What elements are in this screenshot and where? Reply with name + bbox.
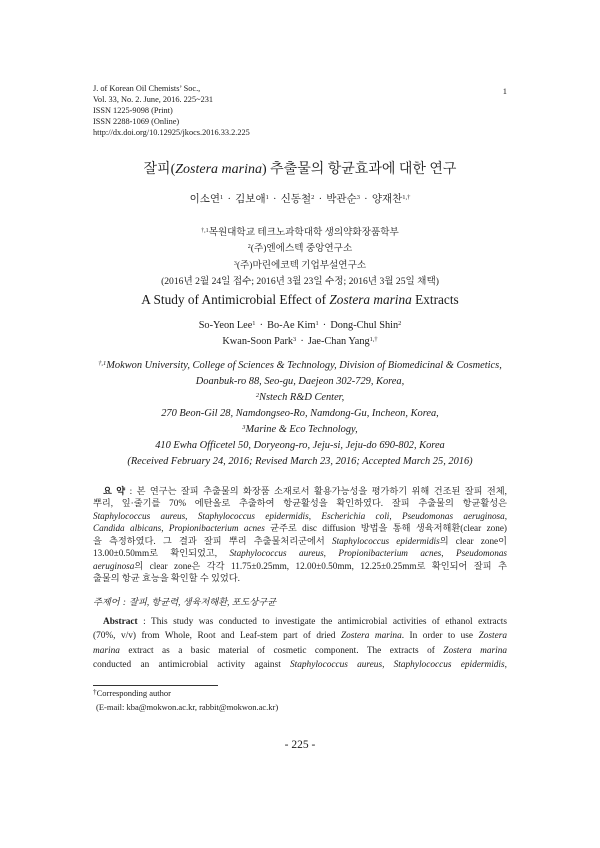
authors-english [60, 318, 540, 350]
issn-online: ISSN 2288-1069 (Online) [93, 117, 180, 126]
author-separator: · [273, 194, 277, 205]
text-run: 의 clear zone이 [439, 535, 507, 546]
affiliation-mark: 3 [233, 260, 237, 267]
affiliation-text: (주)마린에코텍 기업부설연구소 [236, 259, 367, 271]
text-run: 뿌리, 잎·줄기를 70% 에탄올로 추출하여 항균활성을 확인하였다. 잘피 추출물의 항균활성은 [93, 498, 507, 509]
authors-english-line [60, 334, 540, 350]
abstract-line [93, 485, 507, 497]
affiliation-english-line [60, 422, 540, 438]
author-name: 신동철 [280, 194, 312, 205]
author-separator: · [318, 194, 323, 205]
scientific-name: Propionibacterium acnes [168, 523, 265, 534]
scientific-name: Pseudomonas aeruginosa [401, 510, 505, 521]
journal-citation [93, 83, 250, 138]
page-index-mark: 1 [502, 86, 507, 96]
affiliation-mark: 2 [247, 244, 251, 251]
scientific-name: Zostera marina [443, 645, 507, 656]
scientific-name: Staphylococcus epidermidis [197, 510, 309, 521]
section-label: 요 약 [103, 486, 126, 496]
author-separator: · [322, 320, 327, 331]
text-run: A Study of Antimicrobial Effect of [141, 292, 330, 307]
text-run: 출물의 항균 효능을 확인할 수 있었다. [93, 573, 240, 584]
authors-korean [60, 193, 540, 207]
footnote-text: Corresponding author [96, 688, 171, 698]
author-name: Kwan-Soon Park [222, 336, 294, 347]
abstract-line [93, 644, 507, 658]
abstract-line [93, 497, 507, 509]
text-run: , [323, 548, 339, 559]
scientific-name: aeruginosa [93, 560, 135, 571]
text-run: 을 측정하였다. 그 결과 잘피 뿌리 추출물처리군에서 [93, 535, 332, 546]
author-affiliation-mark: 1 [315, 319, 319, 327]
text-run: conducted an antimicrobial activity against [93, 659, 291, 670]
author-name: 김보애 [235, 194, 266, 205]
scientific-name: Staphylococcus epidermidis [331, 535, 440, 546]
footnote [93, 687, 278, 714]
affiliation-mark: †,1 [201, 228, 209, 235]
title-korean [60, 161, 540, 179]
affiliation-mark: †,1 [98, 359, 107, 367]
author-name: 박관순 [326, 194, 357, 205]
abstract-line [93, 510, 507, 522]
text-run: 13.00±0.50mm로 확인되었고, [93, 548, 230, 559]
abstract-line [93, 535, 507, 547]
text-run: , [185, 510, 198, 521]
text-run: , [389, 510, 402, 521]
affiliation-text: Marine & Eco Technology, [245, 424, 358, 435]
keywords-delimiter: : [122, 597, 126, 607]
affiliation-korean-line [60, 241, 540, 257]
scientific-name: Staphylococcus aureus [229, 548, 324, 559]
text-run: 균주로 disc diffusion 방법을 통해 생육저해환(clear zone) [264, 523, 507, 534]
scientific-name: Escherichia coli [321, 510, 390, 521]
affiliation-text: 목원대학교 테크노과학대학 생의약화장품학부 [208, 227, 399, 238]
text-run: (70%, v/v) from Whole, Root and Leaf-stem part of dried [93, 631, 341, 642]
affiliation-mark: 3 [242, 423, 246, 431]
scientific-name: Staphylococcus epidermidis [393, 659, 505, 670]
abstract-line [93, 658, 507, 672]
text-run: , [161, 523, 169, 534]
affiliations-english [60, 358, 540, 470]
affiliation-english-line [60, 358, 540, 374]
author-affiliation-mark: 2 [311, 193, 315, 201]
author-affiliation-mark: 1 [220, 193, 224, 201]
text-run: , [441, 548, 456, 559]
author-name: Bo-Ae Kim [267, 320, 316, 331]
text-run: . In order to use [401, 631, 479, 642]
author-separator: · [227, 194, 231, 205]
author-affiliation-mark: 3 [356, 193, 360, 201]
keywords-terms: 잘피, 항균력, 생육저해환, 포도상구균 [129, 597, 277, 607]
affiliation-english-line: 270 Beon-Gil 28, Namdongseo-Ro, Namdong-Gu, Incheon, Korea, [161, 408, 439, 419]
affiliation-english-line: Doanbuk-ro 88, Seo-gu, Daejeon 302-729, Korea, [195, 376, 405, 387]
section-label: Abstract [103, 617, 138, 627]
abstract-english [93, 615, 507, 672]
title-english [60, 291, 540, 309]
abstract-line [93, 522, 507, 534]
journal-name: J. of Korean Oil Chemists’ Soc., [93, 84, 201, 93]
author-name: 이소연 [189, 194, 221, 205]
scientific-name: Zostera marina [329, 292, 412, 307]
scientific-name: Zostera [478, 631, 507, 642]
submission-dates-english: (Received February 24, 2016; Revised March 23, 2016; Accepted March 25, 2016) [127, 456, 473, 467]
text-run: : 본 연구는 잘피 추출물의 화장품 소재로서 활용가능성을 평가하기 위해 건조된 잘피 전체, [125, 486, 507, 496]
affiliation-english-line: 410 Ewha Officetel 50, Doryeong-ro, Jeju-si, Jeju-do 690-802, Korea [155, 440, 445, 451]
scientific-name: Pseudomonas [455, 548, 507, 559]
scientific-name: Zostera marina [340, 631, 402, 642]
text-run: , [308, 510, 322, 521]
author-affiliation-mark: 1,† [402, 193, 411, 201]
author-affiliation-mark: 1 [252, 319, 256, 327]
author-affiliation-mark: 3 [293, 335, 297, 343]
affiliations-korean [60, 225, 540, 290]
scientific-name: Staphylococcus aureus [290, 659, 383, 670]
affiliation-text: Mokwon University, College of Sciences & Technology, Division of Biomedicinal & Cosmetics, [106, 360, 502, 371]
footnote-rule [93, 685, 218, 686]
keywords-korean [93, 595, 507, 609]
author-separator: · [300, 336, 304, 347]
author-affiliation-mark: 1,† [369, 335, 378, 343]
page-number: - 225 - [284, 739, 316, 751]
issn-print: ISSN 1225-9098 (Print) [93, 106, 173, 115]
submission-dates-korean: (2016년 2월 24일 접수; 2016년 3월 23일 수정; 2016년 3월 25일 채택) [161, 275, 439, 287]
text-run: , [382, 659, 394, 670]
text-run: , [504, 659, 507, 670]
author-affiliation-mark: 2 [398, 319, 402, 327]
abstract-line [93, 572, 507, 584]
author-separator: · [364, 194, 368, 205]
scientific-name: Staphylococcus aureus [93, 510, 186, 521]
keywords-label: 주제어 [93, 597, 120, 607]
footnote-email: (E-mail: kba@mokwon.ac.kr, rabbit@mokwon.ac.kr) [96, 701, 279, 712]
abstract-korean [93, 485, 507, 585]
author-separator: · [259, 320, 264, 331]
affiliation-english-line [60, 390, 540, 406]
scientific-name: marina [93, 645, 120, 656]
author-affiliation-mark: 1 [265, 193, 269, 201]
journal-volume-pages: Vol. 33, No. 2. June, 2016. 225~231 [93, 95, 214, 104]
authors-english-line [60, 318, 540, 334]
affiliation-korean-line [60, 258, 540, 274]
scientific-name: Propionibacterium acnes [338, 548, 442, 559]
scientific-name: Candida albicans [93, 523, 162, 534]
text-run: Extracts [411, 292, 459, 307]
affiliation-text: (주)엔에스텍 중앙연구소 [250, 243, 353, 255]
author-name: Dong-Chul Shin [330, 320, 399, 331]
text-run: : This study was conducted to investigate the antimicrobial activities of ethanol extracts [137, 617, 507, 627]
text-run: 잘피( [143, 162, 176, 177]
text-run: extract as a basic material of cosmetic component. The extracts of [119, 645, 444, 656]
text-run: ) 추출물의 항균효과에 대한 연구 [261, 162, 457, 177]
footnote-corresponding [93, 687, 278, 701]
text-run: 의 clear zone은 각각 11.75±0.25mm, 12.00±0.50mm, 12.25±0.25mm로 확인되어 잘피 추 [134, 560, 507, 571]
doi-link[interactable]: http://dx.doi.org/10.12925/jkocs.2016.33.2.225 [93, 128, 250, 137]
abstract-line [93, 629, 507, 643]
affiliation-mark: 2 [255, 391, 260, 399]
affiliation-text: Nstech R&D Center, [259, 392, 345, 403]
abstract-line [93, 560, 507, 572]
scientific-name: Zostera marina [175, 162, 262, 177]
affiliation-korean-line [60, 225, 540, 241]
author-name: So-Yeon Lee [198, 320, 253, 331]
author-name: Jae-Chan Yang [307, 336, 370, 347]
dagger-mark: † [93, 687, 97, 696]
abstract-line [93, 615, 507, 629]
abstract-line [93, 547, 507, 559]
text-run: , [504, 510, 507, 521]
author-name: 양재찬 [371, 194, 403, 205]
